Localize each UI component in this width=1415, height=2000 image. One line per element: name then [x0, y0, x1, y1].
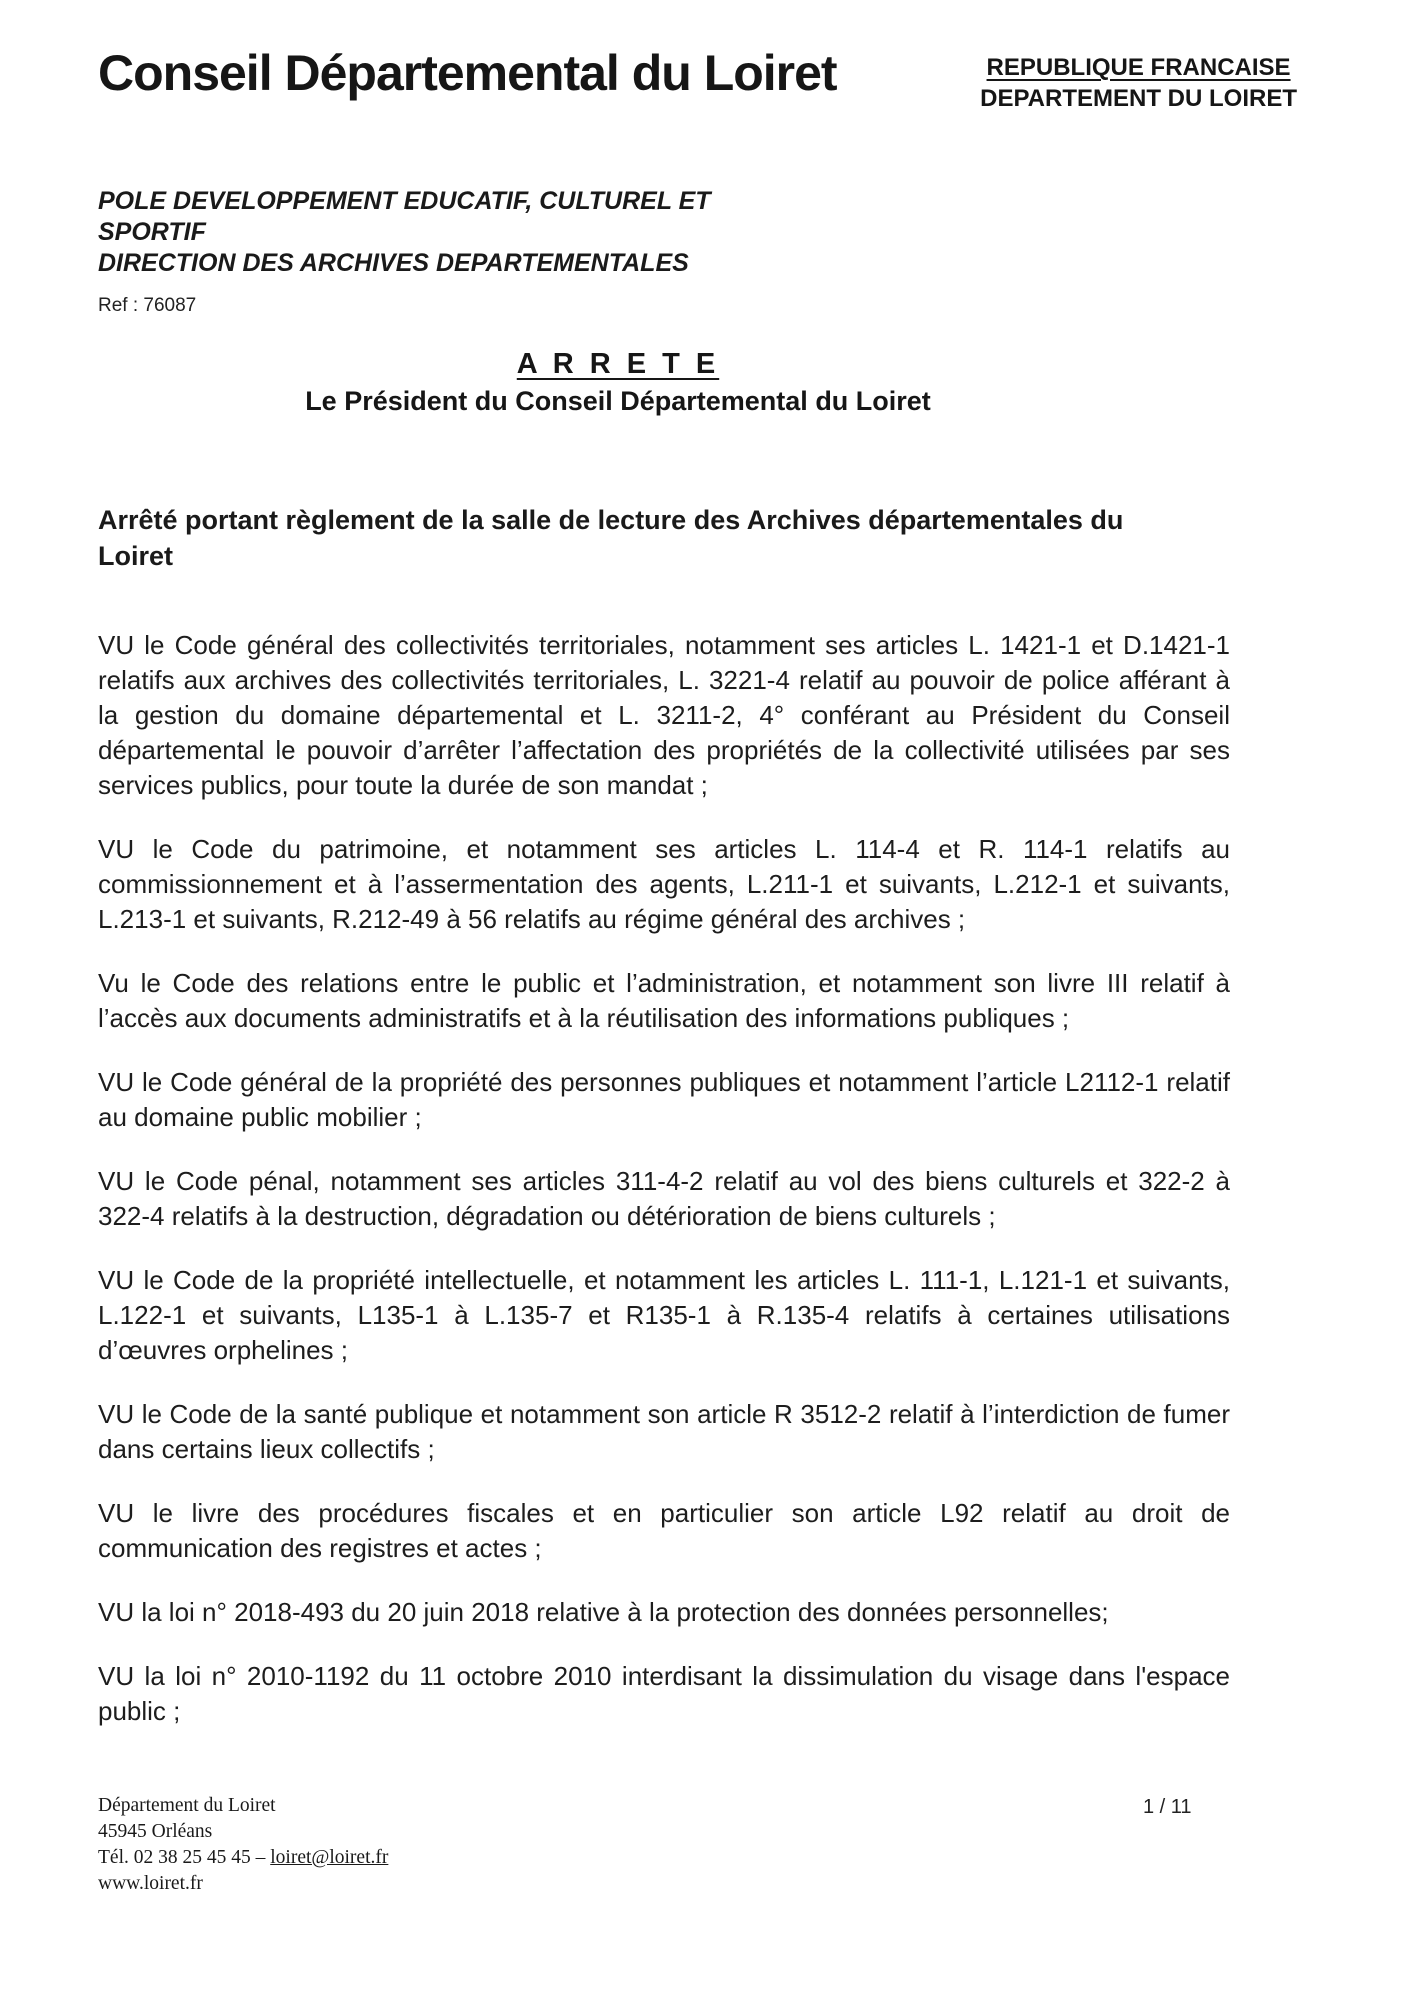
republic-block: [980, 44, 1297, 114]
departement-label: DEPARTEMENT DU LOIRET: [980, 85, 1297, 112]
vu-paragraph-10: VU la loi n° 2010-1192 du 11 octobre 2010 interdisant la dissimulation du visage dans l'espace public ;: [98, 1661, 1230, 1726]
footer-contact-line: [98, 1845, 388, 1871]
vu-paragraph-7: VU le Code de la santé publique et notamment son article R 3512-2 relatif à l’interdiction de fumer dans certains lieux collectifs ;: [98, 1399, 1230, 1464]
republique-francaise-label: REPUBLIQUE FRANCAISE: [986, 54, 1291, 81]
subject-title: [98, 502, 1238, 574]
subject-line-2: Loiret: [98, 541, 174, 571]
footer-org-name: Département du Loiret: [98, 1795, 276, 1816]
vu-paragraph-5: VU le Code pénal, notamment ses articles 311-4-2 relatif au vol des biens culturels et 322-2 à 322-4 relatifs à la destruction, dégradation ou détérioration de biens culturels ;: [98, 1166, 1230, 1231]
vu-paragraph-8: VU le livre des procédures fiscales et en particulier son article L92 relatif au droit de communication des registres et actes ;: [98, 1498, 1230, 1563]
footer-email-link[interactable]: loiret@loiret.fr: [270, 1847, 389, 1868]
vu-paragraph-2: VU le Code du patrimoine, et notamment ses articles L. 114-4 et R. 114-1 relatifs au commissionnement et à l’assermentation des agents, L.211-1 et suivants, L.212-1 et suivants, L.213-1 et suivants, R.212-49 à 56 relatifs au régime général des archives ;: [98, 834, 1230, 934]
direction-line: DIRECTION DES ARCHIVES DEPARTEMENTALES: [98, 249, 689, 277]
vu-paragraph-6: VU le Code de la propriété intellectuelle, et notamment les articles L. 111-1, L.121-1 et suivants, L.122-1 et suivants, L135-1 à L.135-7 et R135-1 à R.135-4 relatifs à certaines utilisations d’œuvres orphelines ;: [98, 1265, 1230, 1365]
vu-paragraph-3: Vu le Code des relations entre le public et l’administration, et notamment son livre III relatif à l’accès aux documents administratifs et à la réutilisation des informations publiques ;: [98, 968, 1230, 1033]
footer-block: [98, 1793, 388, 1897]
pole-line-1: POLE DEVELOPPEMENT EDUCATIF, CULTUREL ET: [98, 187, 711, 215]
ref-number: Ref : 76087: [98, 295, 197, 316]
vu-paragraph-1: VU le Code général des collectivités territoriales, notamment ses articles L. 1421-1 et D.1421-1 relatifs aux archives des collectivités territoriales, L. 3221-4 relatif au pouvoir de police afférant à la gestion du domaine départemental et L. 3211-2, 4° conférant au Président du Conseil départemental le pouvoir d’arrêter l’affectation des propriétés de la collectivité utilisées par ses services publics, pour toute la durée de son mandat ;: [98, 630, 1230, 800]
org-title: Conseil Départemental du Loiret: [98, 45, 837, 101]
document-body: [98, 628, 1230, 1758]
service-block: [98, 186, 711, 321]
footer-phone: Tél. 02 38 25 45 45 –: [98, 1847, 271, 1868]
arrete-heading: A R R E T E: [516, 348, 720, 380]
document-header: [98, 44, 1297, 114]
vu-paragraph-9: VU la loi n° 2018-493 du 20 juin 2018 relative à la protection des données personnelles;: [98, 1597, 1109, 1627]
title-block: [98, 348, 1138, 417]
page-number: 1 / 11: [1143, 1796, 1192, 1818]
pole-line-2: SPORTIF: [98, 218, 206, 246]
footer-website: www.loiret.fr: [98, 1873, 203, 1894]
footer-address: 45945 Orléans: [98, 1821, 213, 1842]
president-subheading: Le Président du Conseil Départemental du Loiret: [305, 386, 931, 416]
vu-paragraph-4: VU le Code général de la propriété des personnes publiques et notamment l’article L2112-1 relatif au domaine public mobilier ;: [98, 1067, 1230, 1132]
subject-line-1: Arrêté portant règlement de la salle de lecture des Archives départementales du: [98, 505, 1124, 535]
